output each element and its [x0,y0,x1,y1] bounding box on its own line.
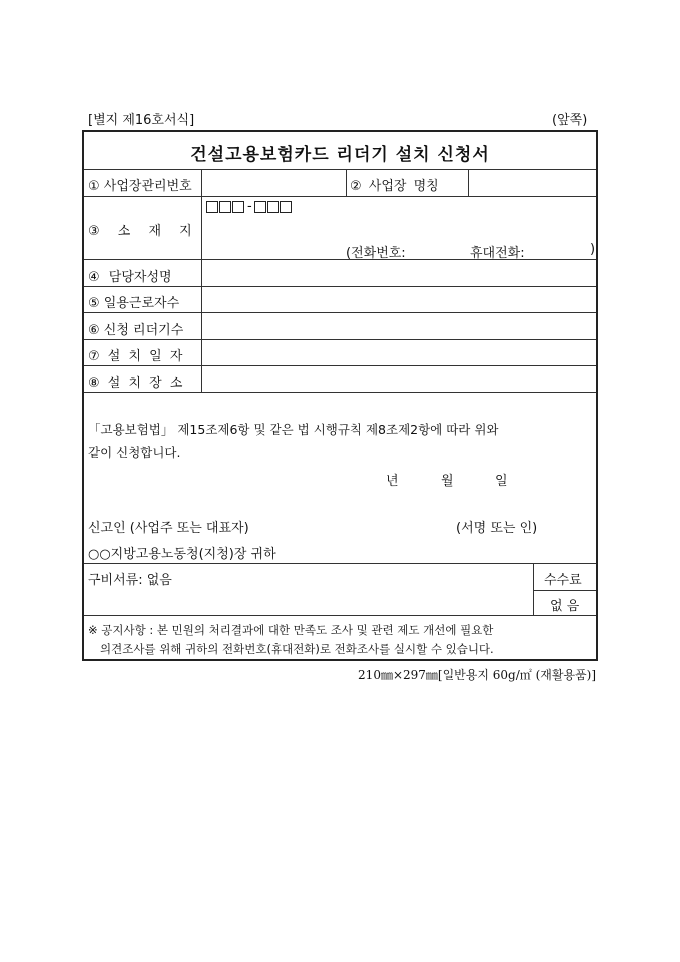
install-date-label: ⑦ 설 치 일 자 [88,349,183,364]
biz-mgmt-no-label: ① 사업장관리번호 [88,179,192,194]
form-number: [별지 제16호서식] [88,113,195,128]
required-documents: 구비서류: 없음 [88,573,172,588]
statement-line-2: 같이 신청합니다. [88,445,181,460]
install-place-label: ⑧ 설 치 장 소 [88,376,183,391]
biz-name-label: ② 사업장 명칭 [350,179,439,194]
fee-label: 수수료 [544,573,582,588]
daily-workers-label: ⑤ 일용근로자수 [88,296,180,311]
page-side-label: (앞쪽) [552,113,588,128]
date-year: 년 [386,474,399,489]
location-label: ③ 소 재 지 [88,224,192,239]
paper-spec: 210㎜×297㎜[일반용지 60g/㎡ (재활용품)] [358,668,596,682]
close-paren: ) [590,242,596,257]
fee-value: 없 음 [550,599,580,614]
statement-line-1: 「고용보험법」 제15조제6항 및 같은 법 시행규칙 제8조제2항에 따라 위와 [88,422,499,437]
addressee: ○○지방고용노동청(지청)장 귀하 [88,547,276,562]
form-title: 건설고용보험카드 리더기 설치 신청서 [190,145,490,165]
mobile-label: 휴대전화: [470,246,525,261]
postal-code-boxes: - [206,199,293,214]
reader-count-label: ⑥ 신청 리더기수 [88,323,184,338]
phone-label: (전화번호: [346,246,406,261]
notice-line-1: ※ 공지사항 : 본 민원의 처리결과에 대한 만족도 조사 및 관련 제도 개선에 필요한 [88,623,494,637]
date-day: 일 [495,474,508,489]
notice-line-2: 의견조사를 위해 귀하의 전화번호(휴대전화)로 전화조사를 실시할 수 있습니다. [100,642,494,656]
applicant-label: 신고인 (사업주 또는 대표자) [88,521,249,536]
signature-label: (서명 또는 인) [456,521,538,536]
application-form [82,130,598,661]
date-month: 월 [441,474,454,489]
manager-label: ④ 담당자성명 [88,270,172,285]
